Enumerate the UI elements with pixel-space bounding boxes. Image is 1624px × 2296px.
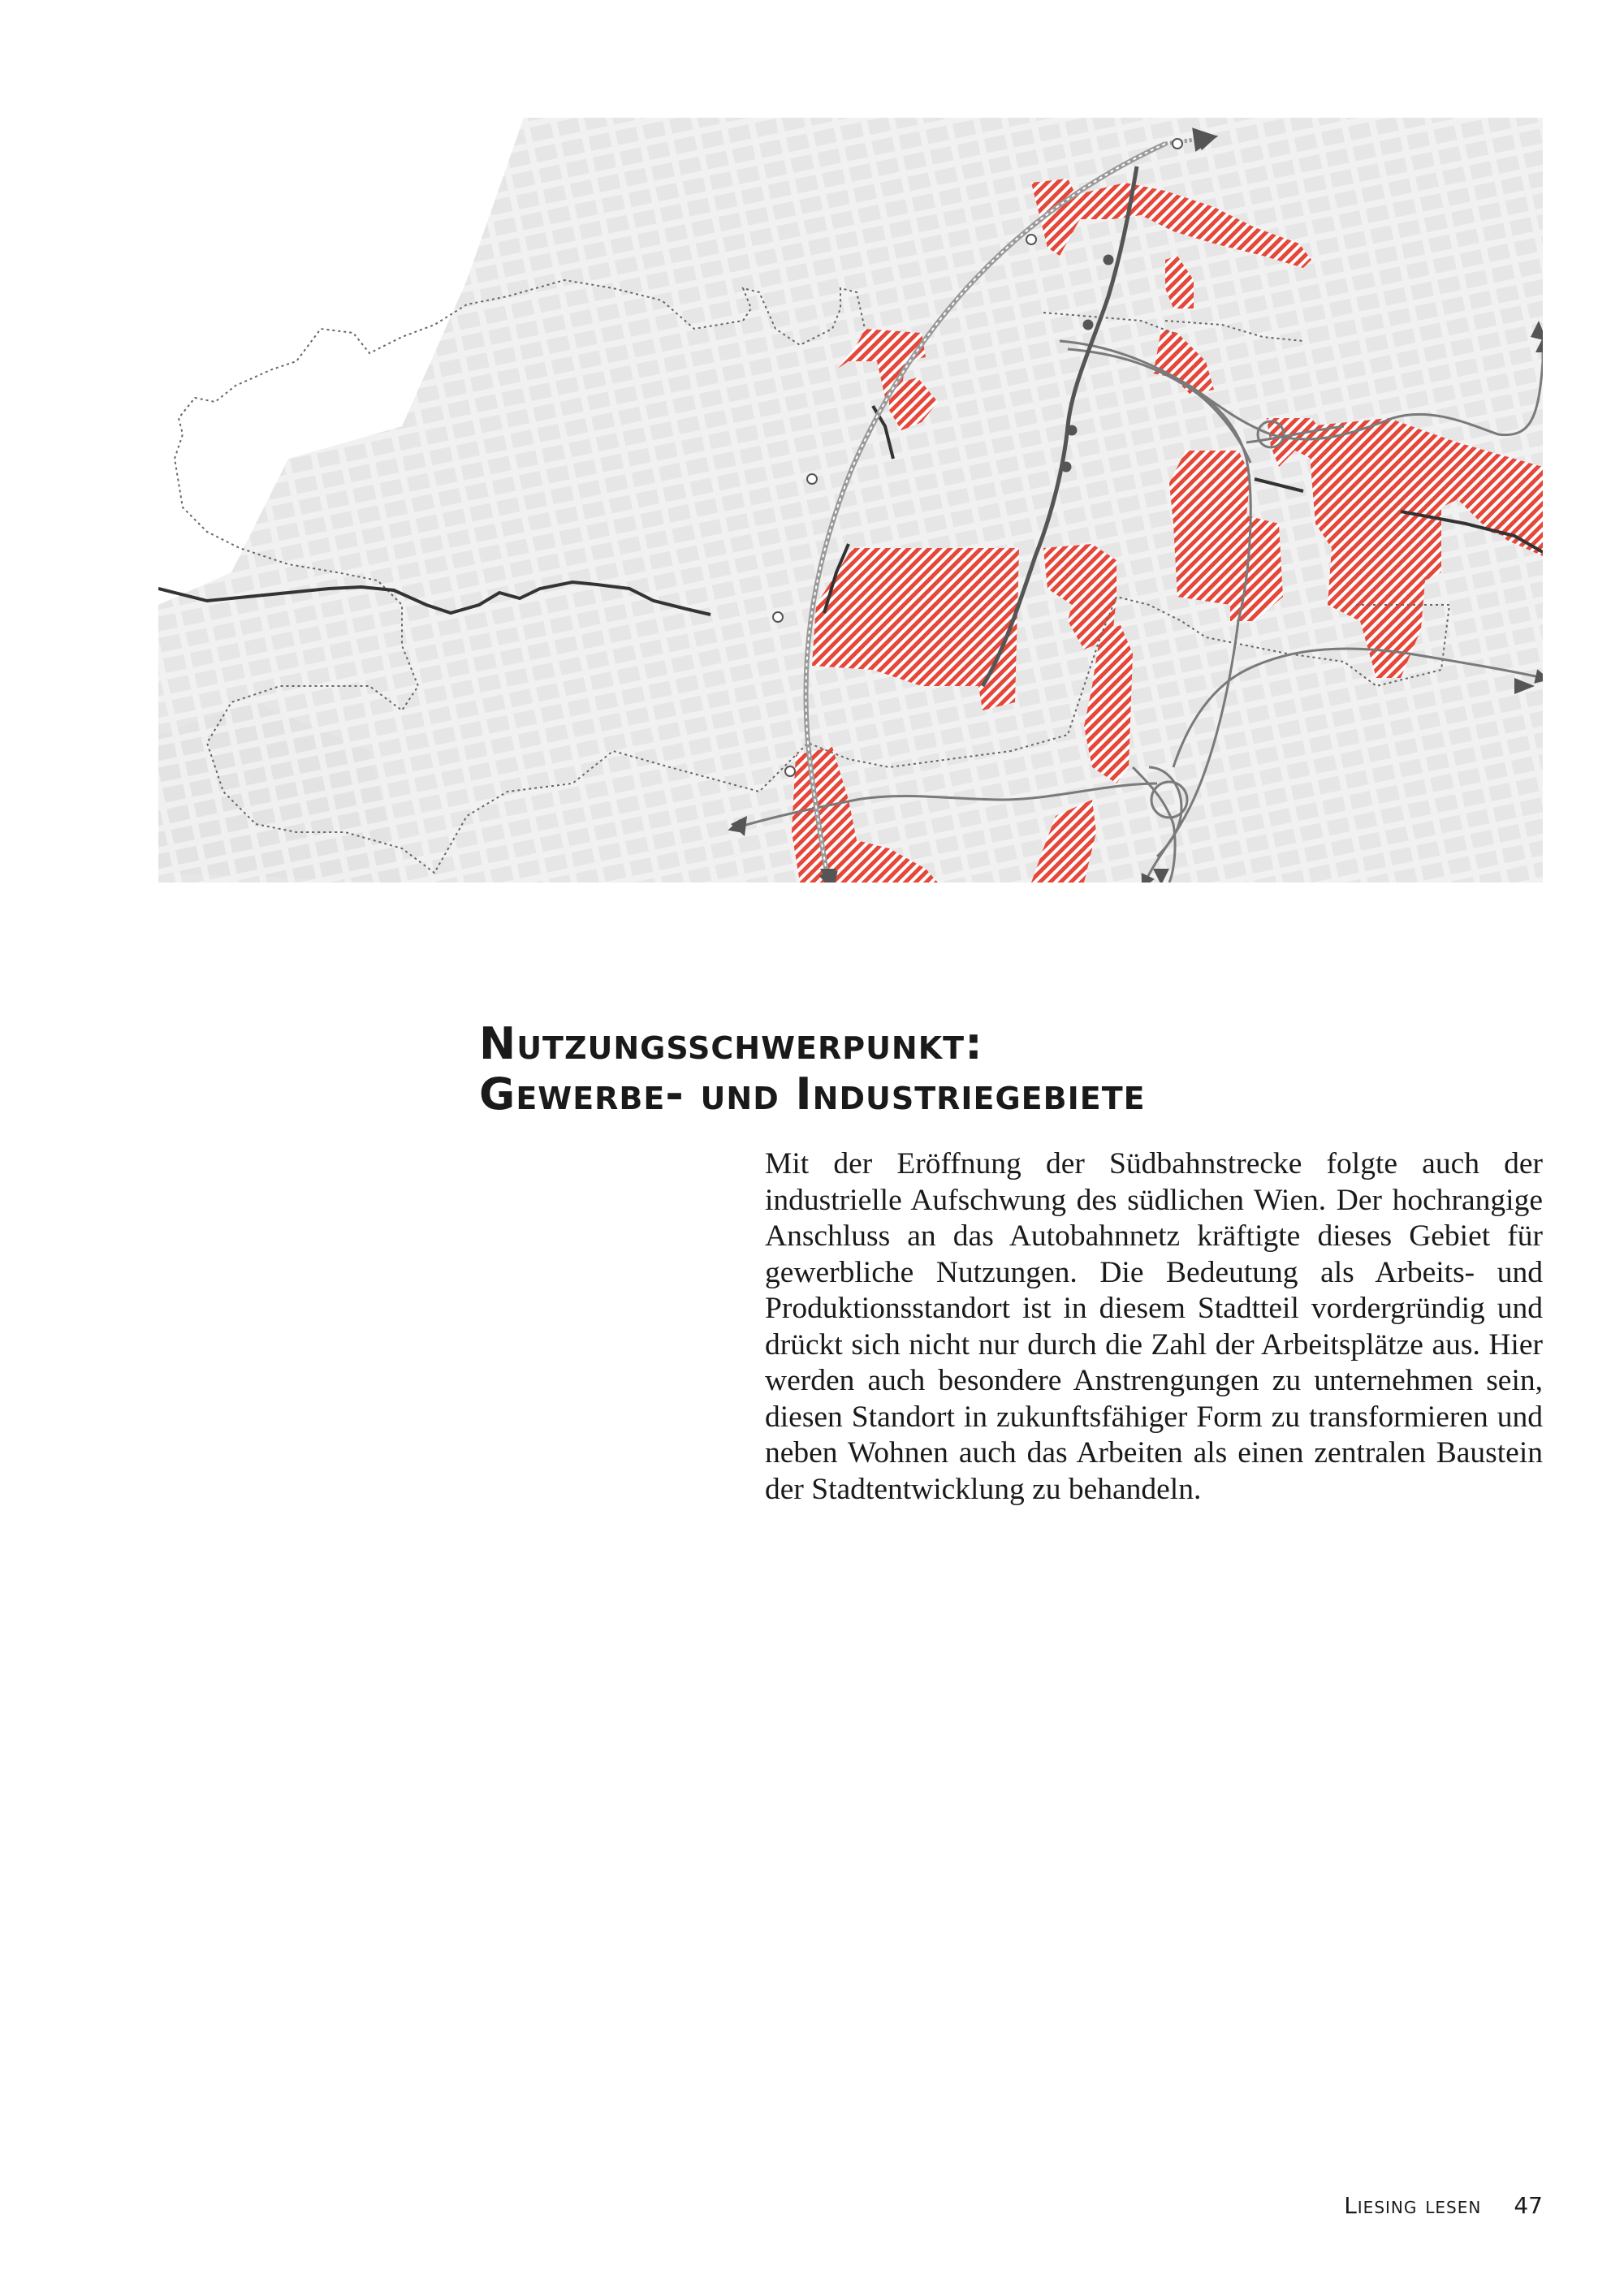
section-heading [479,1019,1535,1120]
heading-line-2: Gewerbe- und Industriegebiete [479,1068,1146,1120]
footer-title: Liesing lesen [1344,2192,1482,2219]
heading-line-1: Nutzungsschwerpunkt: [479,1018,983,1069]
station-marker [1026,235,1036,244]
map-figure [158,118,1543,883]
station-marker [773,612,783,622]
page-footer [1344,2192,1543,2219]
station-marker [1173,139,1182,149]
body-paragraph: Mit der Eröffnung der Südbahnstrecke folgte auch der industrielle Aufschwung des südlichen Wien. Der hochrangige Anschluss an das Autobahnnetz kräftigte dieses Gebiet für gewerbliche Nutzungen. Die Bedeutung als Arbeits- und Produktionsstandort ist in diesem Stadtteil vordergründig und drückt sich nicht nur durch die Zahl der Arbeitsplätze aus. Hier werden auch besondere Anstrengungen zu unternehmen sein, diesen Standort in zukunftsfähiger Form zu transformieren und neben Wohnen auch das Arbeiten als einen zentralen Baustein der Stadtentwicklung zu behandeln. [765,1147,1543,1506]
station-marker [785,766,795,776]
map-svg [158,118,1543,883]
station-marker [807,474,817,484]
page-number: 47 [1514,2192,1543,2219]
